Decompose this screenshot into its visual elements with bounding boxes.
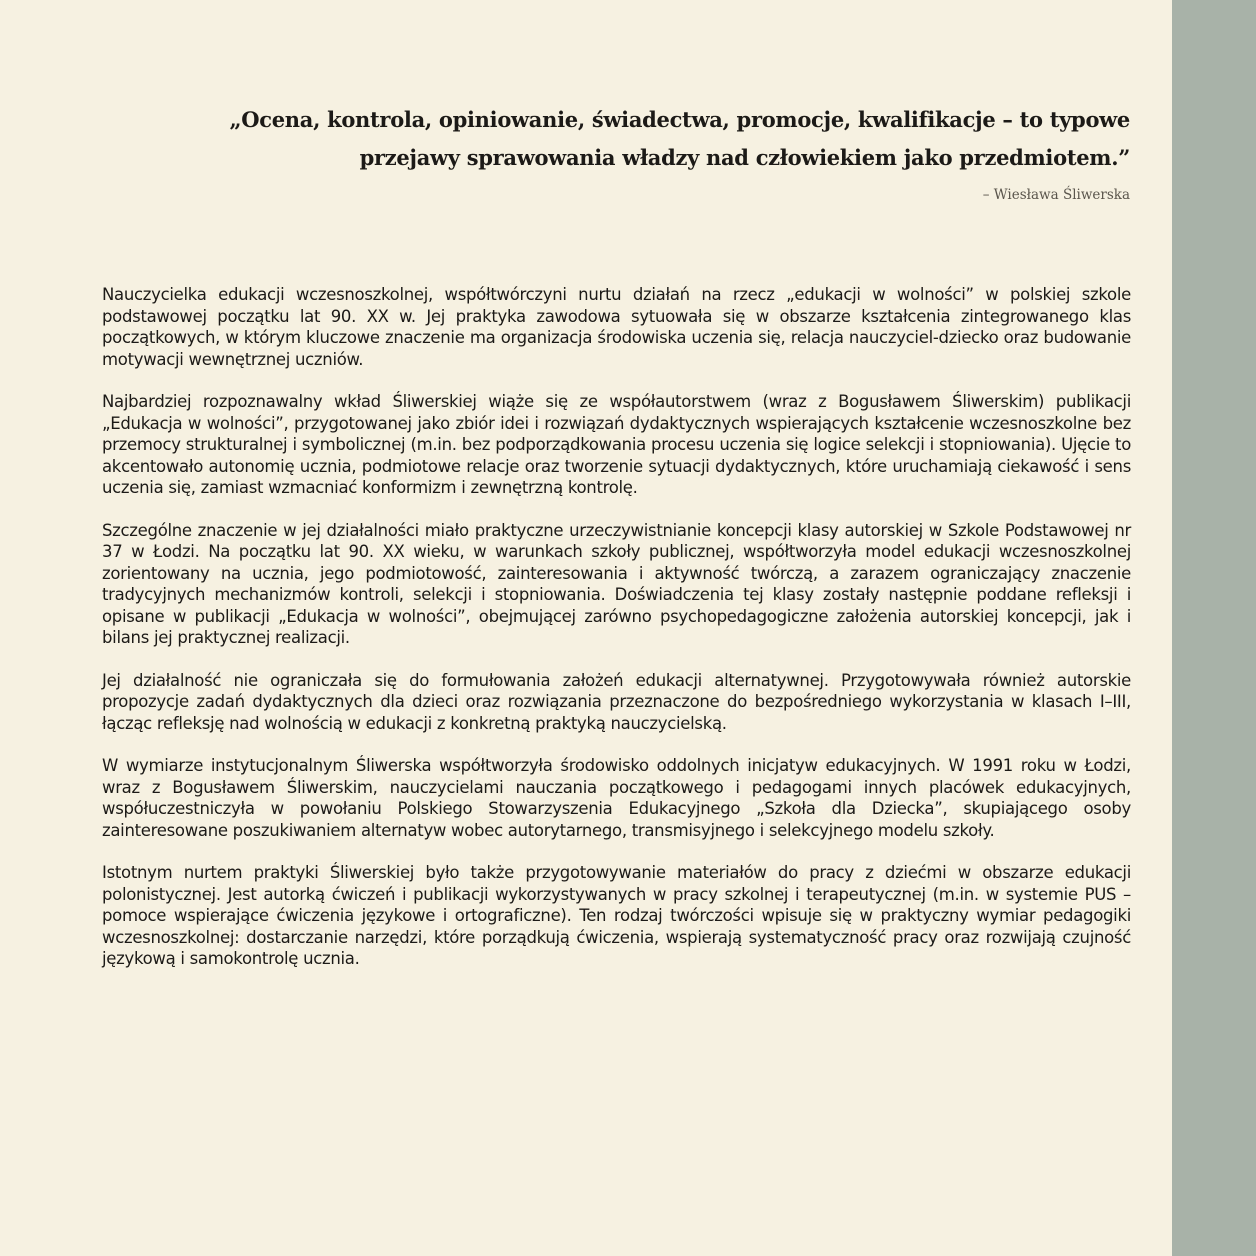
paragraph: Jej działalność nie ograniczała się do formułowania założeń edukacji alternatywnej. Przygotowywała również autorskie propozycje zadań dydaktycznych dla dzieci oraz rozwiązania przeznaczone do bezpośredniego wykorzystania w klasach I–III, łącząc refleksję nad wolnością w edukacji z konkretną praktyką nauczycielską. — [102, 670, 1131, 733]
paragraph: Najbardziej rozpoznawalny wkład Śliwerskiej wiąże się ze współautorstwem (wraz z Bogusławem Śliwerskim) publikacji „Edukacja w wolności”, przygotowanej jako zbiór idei i rozwiązań dydaktycznych wspierających kształcenie wczesnoszkolne bez przemocy strukturalnej i symbolicznej (m.in. bez podporządkowania procesu uczenia się logice selekcji i stopniowania). Ujęcie to akcentowało autonomię ucznia, podmiotowe relacje oraz tworzenie sytuacji dydaktycznych, które uruchamiają ciekawość i sens uczenia się, zamiast wzmacniać konformizm i zewnętrzną kontrolę. — [102, 392, 1131, 497]
quote-author: – Wiesława Śliwerska — [982, 187, 1130, 203]
paragraph: Nauczycielka edukacji wczesnoszkolnej, współtwórczyni nurtu działań na rzecz „edukacji w wolności” w polskiej szkole podstawowej początku lat 90. XX w. Jej praktyka zawodowa sytuowała się w obszarze kształcenia zintegrowanego klas początkowych, w którym kluczowe znaczenie ma organizacja środowiska uczenia się, relacja nauczyciel-dziecko oraz budowanie motywacji wewnętrznej uczniów. — [102, 285, 1131, 369]
biography-text — [102, 284, 1131, 991]
quote-text: „Ocena, kontrola, opiniowanie, świadectwa, promocje, kwalifikacje – to typowe przejawy sprawowania władzy nad człowiekiem jako przedmiotem.” — [229, 107, 1130, 170]
side-strip — [1172, 0, 1256, 1256]
paragraph: Szczególne znaczenie w jej działalności miało praktyczne urzeczywistnianie koncepcji klasy autorskiej w Szkole Podstawowej nr 37 w Łodzi. Na początku lat 90. XX wieku, w warunkach szkoły publicznej, współtworzyła model edukacji wczesnoszkolnej zorientowany na ucznia, jego podmiotowość, zainteresowania i aktywność twórczą, a zarazem ograniczający znaczenie tradycyjnych mechanizmów kontroli, selekcji i stopniowania. Doświadczenia tej klasy zostały następnie poddane refleksji i opisane w publikacji „Edukacja w wolności”, obejmującej zarówno psychopedagogiczne założenia autorskiej koncepcji, jak i bilans jej praktycznej realizacji. — [102, 520, 1131, 647]
quote-block — [150, 101, 1130, 203]
paragraph: Istotnym nurtem praktyki Śliwerskiej było także przygotowywanie materiałów do pracy z dziećmi w obszarze edukacji polonistycznej. Jest autorką ćwiczeń i publikacji wykorzystywanych w pracy szkolnej i terapeutycznej (m.in. w systemie PUS – pomoce wspierające ćwiczenia językowe i ortograficzne). Ten rodzaj twórczości wpisuje się w praktyczny wymiar pedagogiki wczesnoszkolnej: dostarczanie narzędzi, które porządkują ćwiczenia, wspierają systematyczność pracy oraz rozwijają czujność językową i samokontrolę ucznia. — [102, 863, 1131, 968]
paragraph: W wymiarze instytucjonalnym Śliwerska współtworzyła środowisko oddolnych inicjatyw edukacyjnych. W 1991 roku w Łodzi, wraz z Bogusławem Śliwerskim, nauczycielami nauczania początkowego i pedagogami innych placówek edukacyjnych, współuczestniczyła w powołaniu Polskiego Stowarzyszenia Edukacyjnego „Szkoła dla Dziecka”, skupiającego osoby zainteresowane poszukiwaniem alternatyw wobec autorytarnego, transmisyjnego i selekcyjnego modelu szkoły. — [102, 756, 1131, 840]
